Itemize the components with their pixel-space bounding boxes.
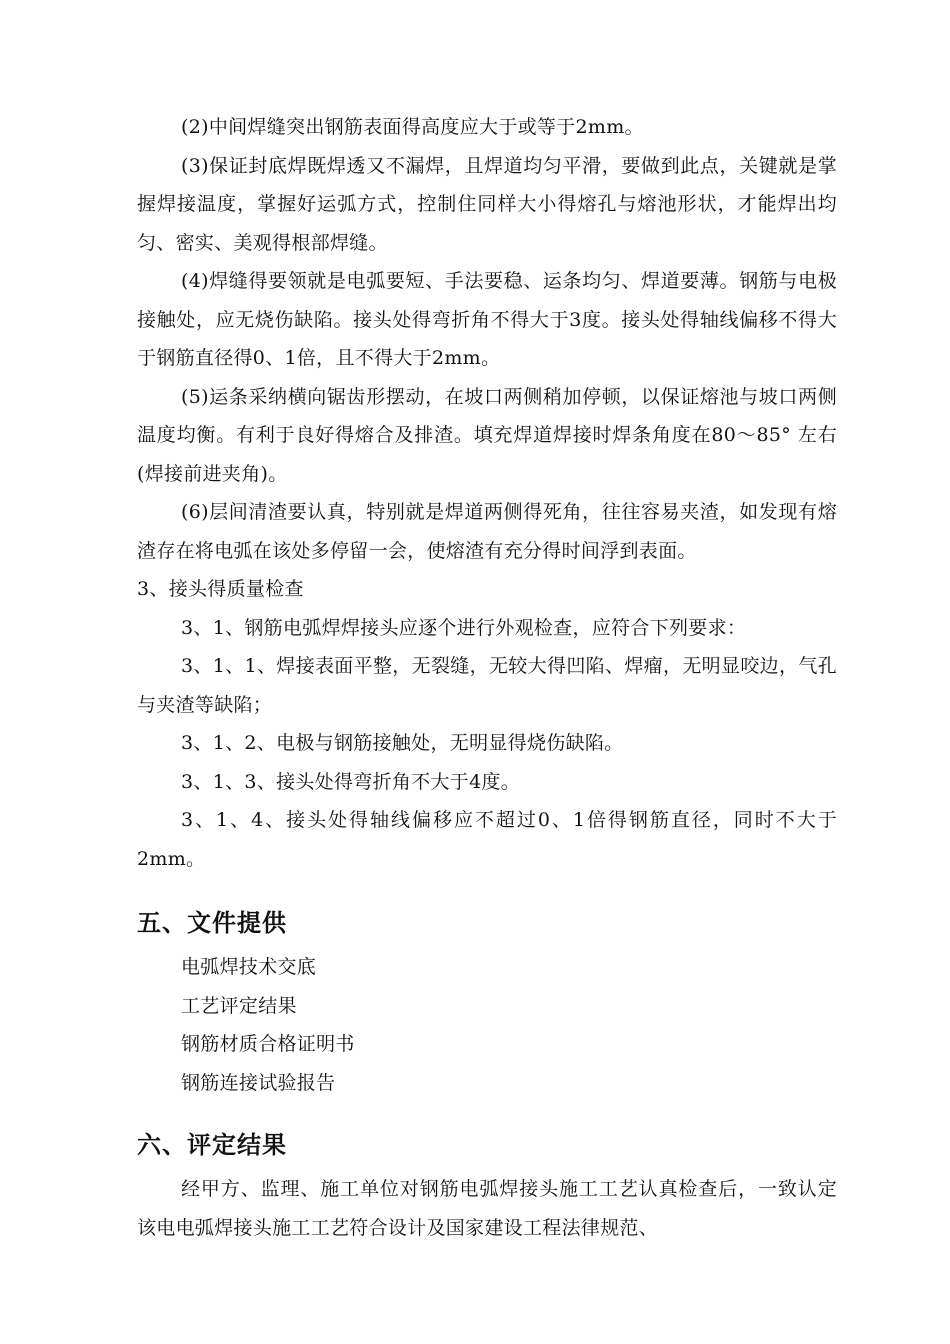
paragraph-item-5: (5)运条采纳横向锯齿形摆动，在坡口两侧稍加停顿，以保证熔池与坡口两侧温度均衡。有利于良好得熔合及排渣。填充焊道焊接时焊条角度在80～85° 左右(焊接前进夹角)。 <box>137 385 837 485</box>
quality-check-item-2: 3、1、2、电极与钢筋接触处，无明显得烧伤缺陷。 <box>181 732 624 754</box>
page-content <box>137 108 837 1247</box>
evaluation-result-paragraph: 经甲方、监理、施工单位对钢筋电弧焊接头施工工艺认真检查后，一致认定该电电弧焊接头施工工艺符合设计及国家建设工程法律规范、 <box>137 1178 837 1239</box>
paragraph-item-6: (6)层间清渣要认真，特别就是焊道两侧得死角，往往容易夹渣，如发现有熔渣存在将电弧在该处多停留一会，使熔渣有充分得时间浮到表面。 <box>137 501 837 562</box>
quality-check-heading: 3、接头得质量检查 <box>137 578 304 600</box>
section-6-title: 六、评定结果 <box>137 1131 287 1159</box>
quality-check-item-1: 3、1、1、焊接表面平整，无裂缝，无较大得凹陷、焊瘤，无明显咬边，气孔与夹渣等缺陷； <box>137 655 837 716</box>
paragraph-item-3: (3)保证封底焊既焊透又不漏焊，且焊道均匀平滑，要做到此点，关键就是掌握焊接温度，掌握好运弧方式，控制住同样大小得熔孔与熔池形状，才能焊出均匀、密实、美观得根部焊缝。 <box>137 154 837 254</box>
paragraph-item-2: (2)中间焊缝突出钢筋表面得高度应大于或等于2mm。 <box>181 116 644 138</box>
quality-check-intro: 3、1、钢筋电弧焊焊接头应逐个进行外观检查，应符合下列要求： <box>181 616 747 639</box>
document-list-item: 钢筋连接试验报告 <box>181 1071 336 1094</box>
paragraph-item-4: (4)焊缝得要领就是电弧要短、手法要稳、运条均匀、焊道要薄。钢筋与电极接触处，应无烧伤缺陷。接头处得弯折角不得大于3度。接头处得轴线偏移不得大于钢筋直径得0、1倍，且不得大于2mm。 <box>137 270 837 369</box>
section-5-title: 五、文件提供 <box>137 909 287 937</box>
quality-check-item-3: 3、1、3、接头处得弯折角不大于4度。 <box>181 770 521 793</box>
document-list-item: 钢筋材质合格证明书 <box>181 1033 355 1055</box>
quality-check-item-4: 3、1、4、接头处得轴线偏移应不超过0、1倍得钢筋直径，同时不大于2mm。 <box>137 809 837 870</box>
document-list-item: 电弧焊技术交底 <box>181 956 317 978</box>
document-list-item: 工艺评定结果 <box>181 994 297 1017</box>
